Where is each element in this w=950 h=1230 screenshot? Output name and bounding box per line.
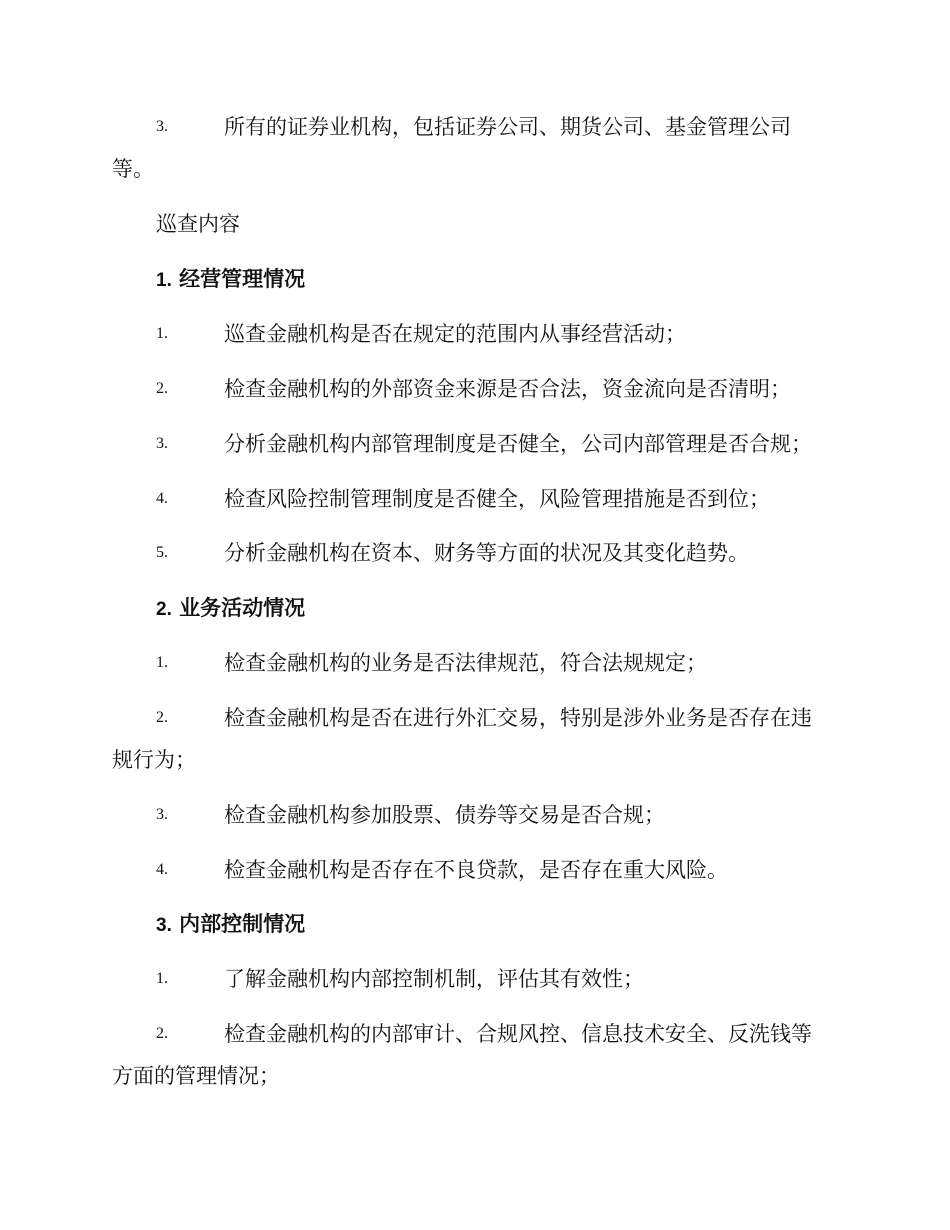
list-item-text: 巡查金融机构是否在规定的范围内从事经营活动； [224,322,686,346]
list-item-text: 检查金融机构是否存在不良贷款，是否存在重大风险。 [224,858,728,882]
list-item-number: 1. [156,325,168,342]
section-heading-text: 经营管理情况 [179,266,306,291]
list-item [112,1013,834,1097]
list-item-number: 4. [156,490,168,507]
section-heading-text: 内部控制情况 [179,911,306,936]
list-item-text: 检查风险控制管理制度是否健全，风险管理措施是否到位； [224,487,770,511]
list-item [112,849,834,891]
list-item [112,313,834,355]
list-item [112,794,834,836]
list-item-number: 2. [156,709,168,726]
list-item-text: 检查金融机构的业务是否法律规范，符合法规规定； [224,651,707,675]
section-number: 1. [156,270,172,291]
list-item-text: 检查金融机构的外部资金来源是否合法，资金流向是否清明； [224,377,791,401]
list-item-text-continued: 等。 [112,157,154,181]
section-title: 巡查内容 [156,212,240,236]
list-item-number: 5. [156,544,168,561]
list-item-number: 1. [156,654,168,671]
list-item-text: 了解金融机构内部控制机制，评估其有效性； [224,967,644,991]
section-number: 2. [156,599,172,620]
list-item-text: 分析金融机构内部管理制度是否健全，公司内部管理是否合规； [224,432,812,456]
list-item-text: 检查金融机构是否在进行外汇交易，特别是涉外业务是否存在违 [224,706,812,730]
list-item-text: 所有的证券业机构，包括证券公司、期货公司、基金管理公司 [224,115,791,139]
section-heading [156,903,305,947]
list-item-text: 检查金融机构的内部审计、合规风控、信息技术安全、反洗钱等 [224,1022,812,1046]
list-item-text: 分析金融机构在资本、财务等方面的状况及其变化趋势。 [224,541,749,565]
list-item [112,478,834,520]
list-item-text: 检查金融机构参加股票、债券等交易是否合规； [224,803,665,827]
list-item-number: 2. [156,380,168,397]
list-item [112,368,834,410]
section-heading [156,587,305,631]
list-item [112,423,834,465]
list-item [112,958,834,1000]
list-item [112,642,834,684]
list-item-number: 1. [156,970,168,987]
list-item-number: 3. [156,435,168,452]
list-item [112,106,834,190]
list-item-number: 2. [156,1025,168,1042]
list-item-number: 3. [156,806,168,823]
list-item-text-continued: 规行为； [112,748,196,772]
list-item-text-continued: 方面的管理情况； [112,1064,280,1088]
list-item [112,532,834,574]
section-heading-text: 业务活动情况 [179,595,306,620]
list-item-number: 3. [156,118,168,135]
list-item-number: 4. [156,861,168,878]
section-heading [156,258,305,302]
list-item [112,697,834,781]
section-number: 3. [156,915,172,936]
